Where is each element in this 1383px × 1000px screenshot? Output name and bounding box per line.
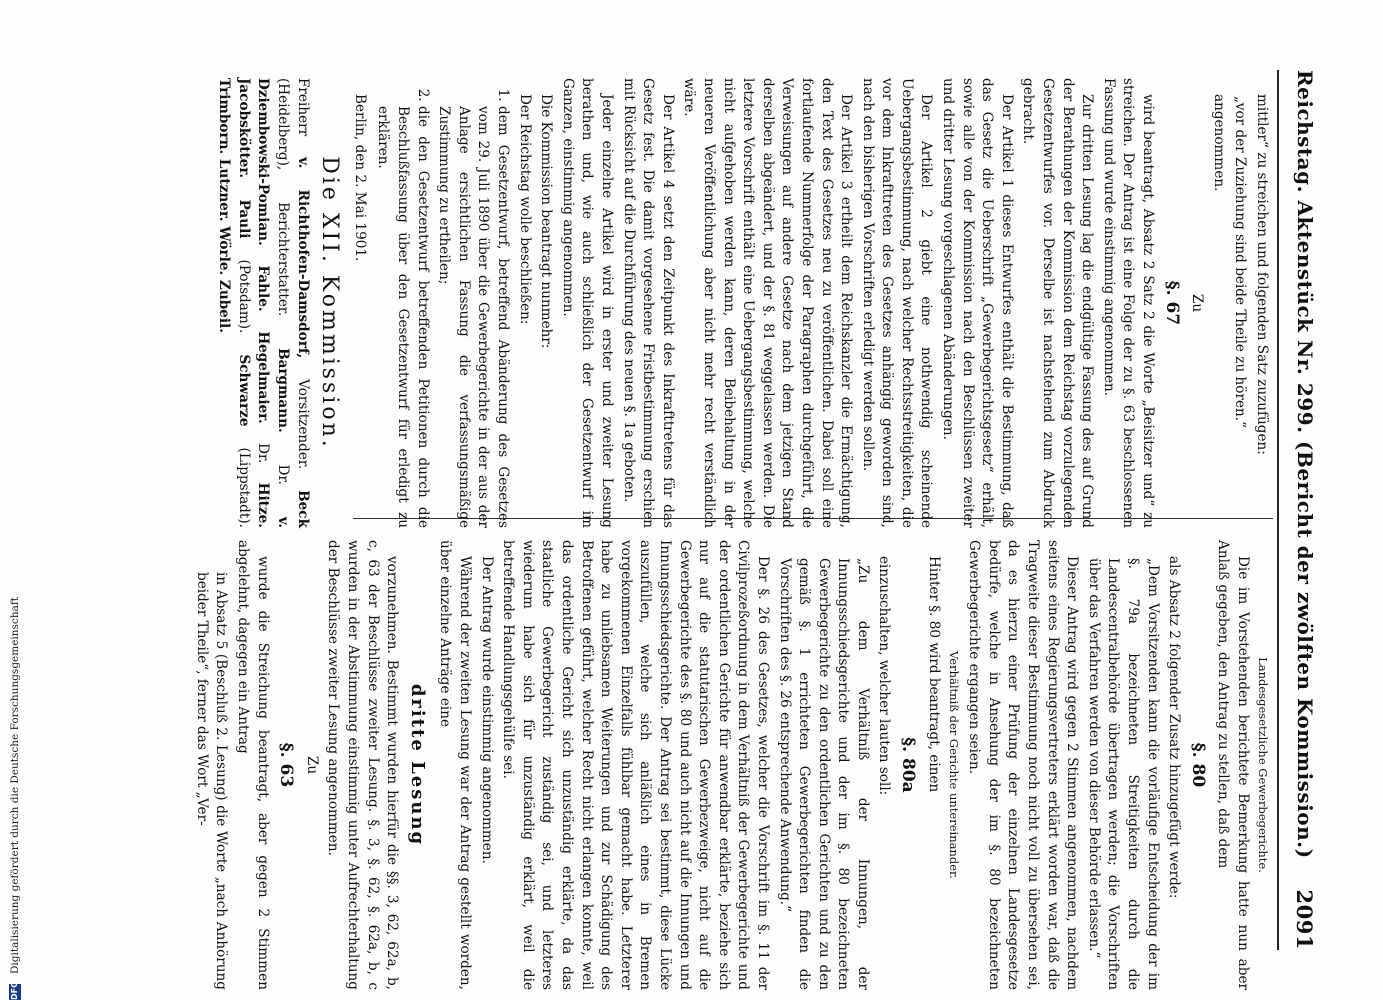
margin-heading: Landesgesetzliche Gewerbegerichte. xyxy=(1256,657,1270,873)
paragraph: wurde die Streichung beantragt, aber gegen 2 Stimmen abgelehnt, dagegen ein Antrag xyxy=(235,540,271,990)
dfg-logo-icon: DFG xyxy=(10,981,19,1000)
paragraph: wird beantragt, Absatz 2 Satz 2 die Worte „Beisitzer und“ zu streichen. Der Antrag ist eine Folge der zu §. 63 beschlossenen Fassung und wurde einstimmig angenommen. xyxy=(1100,78,1157,528)
signature-block xyxy=(214,78,312,528)
signature-text: Vorsitzender. xyxy=(294,358,311,491)
signature-name: Schwarze xyxy=(235,354,252,427)
paragraph: Zur dritten Lesung lag die endgültige Fassung des auf Grund der Berathungen der Kommission dem Reichstag vorzulegenden Gesetzentwurfes vor. Derselbe ist nachstehend zum Abdruck gebracht. xyxy=(1020,78,1096,528)
signature-text: Dr. xyxy=(255,423,272,483)
quote: „vor der Zuziehung sind beide Theile zu hören.“ xyxy=(1232,96,1249,429)
footer xyxy=(5,0,25,1000)
motion-list xyxy=(373,78,512,528)
paragraph: Die im Vorstehenden berichtete Bemerkung hatte nun aber Anlaß gegeben, den Antrag zu stellen, daß dem xyxy=(1215,540,1251,990)
paragraph: als Absatz 2 folgender Zusatz hinzugefügt werde: xyxy=(1166,556,1183,899)
quote: „Dem Vorsitzenden kann die vorläufige Entscheidung der im §. 79a bezeichneten Streitigkeiten durch die Landescentralbehörde übertragen werden; die Vorschriften über das Verfahren werden von dieser Behörde erlassen.“ xyxy=(1085,558,1161,990)
paragraph: Die Kommission beantragt nunmehr: xyxy=(538,94,555,349)
signature-name: Hitze. Jacobskötter. Pauli xyxy=(235,78,272,528)
paragraph: Der Reichstag wolle beschließen: xyxy=(516,94,533,325)
paragraph: vorzunehmen. Bestimmt wurden hierfür die §§. 3, 62, 62a, b, c, 63 der Beschlüsse zweiter Lesung. §. 3, §. 62, §. 62a, b, c wurden in der Abstimmung einstimmig unter Aufrechterhaltung der Beschlüsse zweiter Lesung angenommen. xyxy=(325,540,401,990)
signature-text: (Lippstadt). xyxy=(235,426,252,528)
paragraph: Der Antrag wurde einstimmig angenommen. xyxy=(478,556,495,864)
paragraph: Der Artikel 3 ertheilt dem Reichskanzler die Ermächtigung, den Text des Gesetzes neu zu veröffentlichen. Dabei soll eine fortlaufende Nummerfolge der Paragraphen durchgeführt, die Verweisungen auf andere Gesetze nach dem jetzigen Stand derselben abgeändert, und der §. 81 weggelassen werden. Die letztere Vorschrift enthält eine Uebergangsbestimmung, welche nicht aufgehoben werden kann, deren Beibehaltung in der neueren Veröffentlichung aber nicht mehr recht verständlich wäre. xyxy=(681,78,855,528)
page-header xyxy=(1285,70,1325,950)
list-item: 2. die den Gesetzentwurf betreffenden Petitionen durch die Beschlußfassung über den Gesetzentwurf für erledigt zu erklären. xyxy=(373,106,432,528)
signature-name: Bargmann. xyxy=(275,348,292,433)
section-heading: dritte Lesung xyxy=(406,683,428,847)
paragraph: Der §. 26 des Gesetzes, welcher die Vorschrift im §. 11 der Civilprozeßordnung in dem Verhältniß der Gewerbegerichte und der ordentlichen Gerichte für anwendbar erklärte, beziehe sich nur auf die statutarischen Gewerbezweige, nicht auf die Gewerbegerichte des §. 80 und auch nicht auf die Innungen und Innungsschiedsgerichte. Der Antrag sei bestimmt, diese Lücke auszufüllen, welche sich anläßlich eines in Bremen vorgekommenen Einzelfalls fühlbar gemacht habe. Letzterer habe zu unliebsamen Weiterungen und zur Schädigung des Betroffenen geführt, welcher Recht nicht erlangen konnte, weil das ordentliche Gericht sich unzuständig erklärte, da das staatliche Gewerbegericht zuständig sei, und letzteres wiederum habe sich für unzuständig erklärt, weil die betreffende Handlungsgehülfe sei. xyxy=(500,540,771,990)
page-number: 2091 xyxy=(1292,889,1318,950)
left-column xyxy=(216,78,1271,528)
signature-name: Trimborn. Lutzner. Wörle. Zubeil. xyxy=(216,78,233,333)
paragraph: Der Artikel 2 giebt eine nothwendig scheinende Uebergangsbestimmung, nach welcher Rechtsstreitigkeiten, die vor dem Inkrafttreten des Gesetzes anhängig geworden sind, nach den bisherigen Vorschriften erledigt werden sollen. xyxy=(859,78,935,528)
paragraph: Der Artikel 4 setzt den Zeitpunkt des Inkrafttretens für das Gesetz fest. Die damit vorgesehene Fristbestimmung erschien mit Rücksicht auf die Durchführung des neuen §. 1a geboten. xyxy=(620,78,676,528)
quote: „Zu dem Verhältniß der Innungen, der Innungsschiedsgerichte und der im §. 80 bezeichneten Gewerbegerichte zu den ordentlichen Gerichten und zu den gemäß §. 1 errichteten Gewerbegerichten finden die Vorschriften des §. 26 entsprechende Anwendung.“ xyxy=(776,558,871,990)
signature-name: v. Dziembowski-Pomian. Fahle. Hegelmaier. xyxy=(255,78,292,528)
signature-name: Beck xyxy=(294,490,311,528)
margin-heading: Verhältniß der Gerichte untereinander. xyxy=(946,651,961,879)
signature-text: (Heidelberg), Berichterstatter. xyxy=(275,78,292,349)
paragraph: Der Artikel 1 dieses Entwurfes enthält die Bestimmung, daß das Gesetz die Ueberschrift „Gewerbegerichtsgesetz“ erhält, sowie alle von der Kommission nach den Beschlüssen zweiter und dritter Lesung vorgeschlagenen Abänderungen. xyxy=(940,78,1015,528)
footer-text: Digitalisierung gefördert durch die Deutsche Forschungsgemeinschaft xyxy=(9,597,21,974)
date-line: Berlin, den 2. Mai 1901. xyxy=(351,94,368,262)
zu-label: Zu xyxy=(1189,293,1206,313)
paragraph: Dieser Antrag wird gegen 2 Stimmen angenommen, nachdem seitens eines Regierungsvertreters erklärt worden war, daß die Tragweite dieser Bestimmung noch nicht voll zu übersehen sei, da es hierzu einer Prüfung der einzelnen Landesgesetze bedürfe, welche in Ansehung der im §. 80 bezeichneten Gewerbegerichte ergangen seien. xyxy=(966,540,1081,990)
paragraph: mittler“ zu streichen und folgenden Satz zuzufügen: xyxy=(1254,94,1270,455)
signature-text: Dr. xyxy=(275,432,292,517)
signature-text: (Potsdam). xyxy=(235,238,252,355)
header-rule xyxy=(1277,70,1279,950)
signature-text: Freiherr xyxy=(294,78,311,158)
right-column xyxy=(193,540,1271,990)
paragraph: Jeder einzelne Artikel wird in erster und zweiter Lesung berathen und, wie auch schließlich der Gesetzentwurf im Ganzen, einstimmig angenommen. xyxy=(559,78,615,528)
header-title: Reichstag. Aktenstück Nr. 299. (Bericht der zwölften Kommission.) xyxy=(1293,70,1317,859)
paragraph: Hinter §. 80 wird beantragt, einen xyxy=(925,556,942,793)
list-item: 1. dem Gesetzentwurf, betreffend Abänderung des Gesetzes vom 29. Juli 1890 über die Gewerbegerichte in der aus der Anlage ersichtlichen Fassung die verfassungsmäßige Zustimmung zu ertheilen; xyxy=(434,106,512,528)
section-heading: §. 80 xyxy=(1187,742,1208,788)
section-heading: §. 63 xyxy=(276,742,297,788)
section-heading: §. 80a xyxy=(898,737,919,793)
paragraph: einzuschalten, welcher lauten soll: xyxy=(876,556,893,796)
commission-title: Die XII. Kommission. xyxy=(317,156,343,450)
paragraph: in Absatz 5 (Beschluß 2. Lesung) die Worte „nach Anhörung beider Theile“, ferner das Wort „Ver- xyxy=(193,572,230,990)
section-heading: §. 67 xyxy=(1161,280,1182,326)
paragraph: angenommen. xyxy=(1210,94,1227,192)
paragraph: Während der zweiten Lesung war der Antrag gestellt worden, über einzelne Anträge eine xyxy=(437,540,474,990)
zu-label: Zu xyxy=(303,755,320,775)
signature-name: v. Richthofen-Damsdorf, xyxy=(294,157,311,359)
